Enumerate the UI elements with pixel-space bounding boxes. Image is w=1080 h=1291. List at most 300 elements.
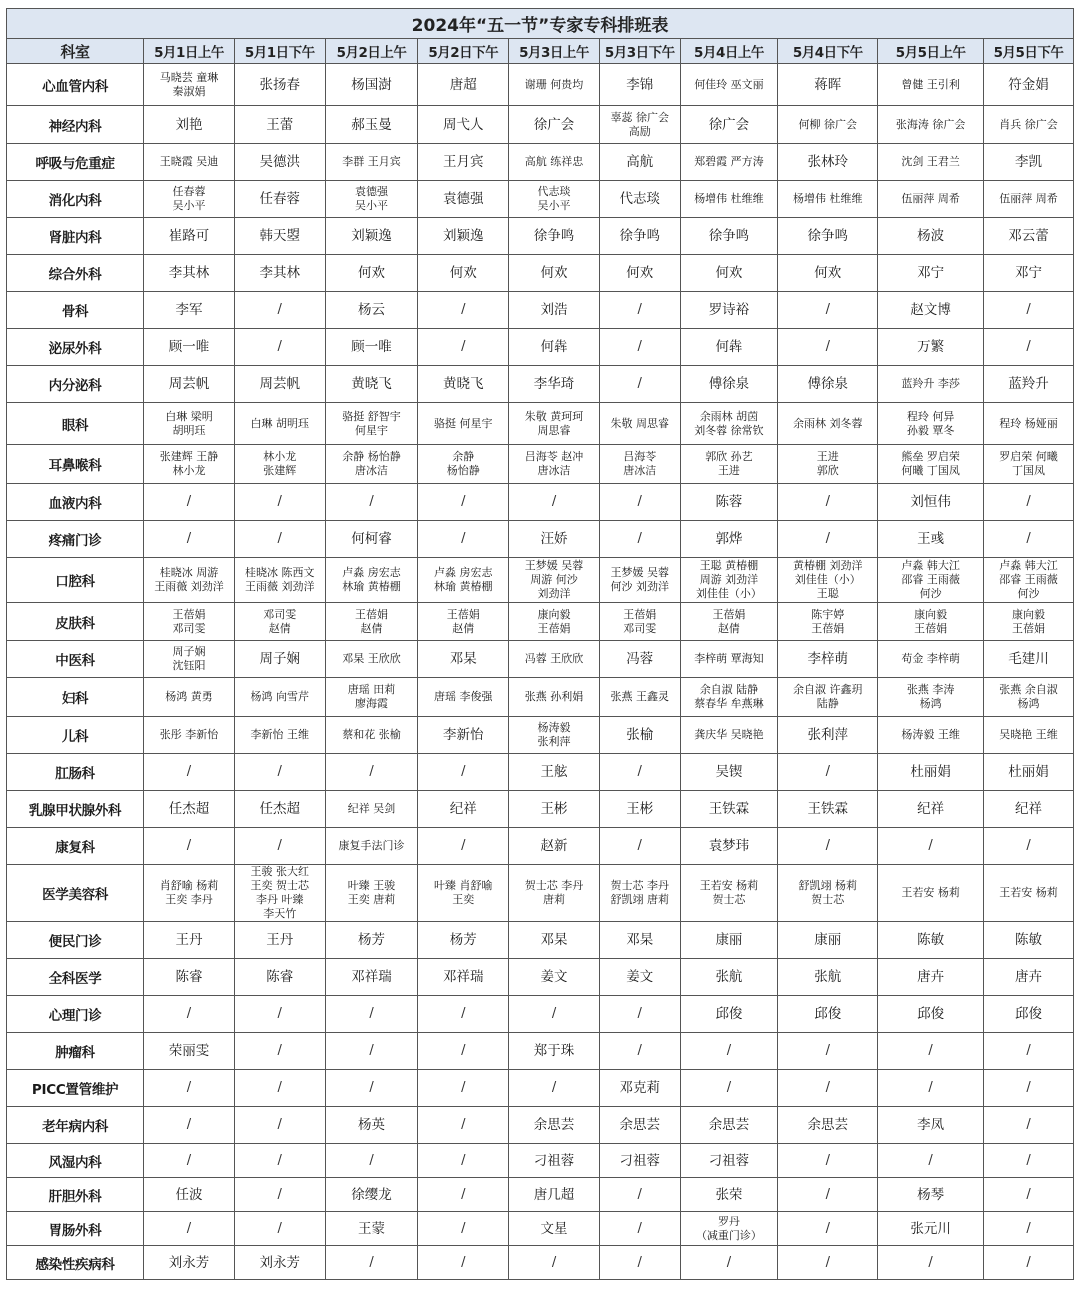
schedule-cell [778,1144,878,1178]
schedule-cell [599,558,680,603]
schedule-cell [878,1178,984,1212]
doctor-names: 邓司雯 [263,607,297,621]
schedule-cell [144,1144,235,1178]
doctor-names: 蓝羚升 [1008,376,1049,392]
dept-name: 风湿内科 [7,1144,144,1178]
doctor-names: 白琳 梁明 [165,409,213,423]
schedule-cell [144,996,235,1033]
schedule-cell [984,403,1074,445]
schedule-cell [234,106,325,144]
doctor-names: / [186,838,192,853]
schedule-cell [878,521,984,558]
schedule-cell [778,144,878,181]
doctor-names: 纪祥 [449,801,477,817]
dept-name: 皮肤科 [7,603,144,641]
schedule-cell [234,828,325,865]
schedule-cell [984,754,1074,791]
schedule-cell [984,1033,1074,1070]
header-slot: 5月5日上午 [878,39,984,64]
doctor-names: 王铁霖 [708,801,750,817]
schedule-cell [234,1033,325,1070]
doctor-names: 王奕 唐莉 [347,893,396,906]
doctor-names: / [277,1186,282,1202]
doctor-names: 杜丽娟 [910,764,951,780]
doctor-names: 黄椿棚 刘劲洋 [793,559,863,572]
schedule-cell [144,865,235,922]
dept-name: 综合外科 [7,255,144,292]
schedule-cell [878,603,984,641]
schedule-cell [680,144,778,181]
doctor-names: 文星 [540,1220,568,1237]
schedule-cell [599,218,680,255]
schedule-container [6,8,1074,1280]
doctor-names: / [461,838,466,853]
schedule-cell [599,678,680,717]
doctor-names: 杨波 [917,228,945,244]
schedule-cell [144,484,235,521]
doctor-names: 李梓萌 覃海知 [694,652,764,665]
schedule-cell [418,996,509,1033]
doctor-names: 刘颖逸 [351,228,392,244]
schedule-cell [325,828,418,865]
doctor-names: 周子娴 [172,645,206,658]
table-row [7,521,1074,558]
doctor-names: 黄晓飞 [443,376,484,392]
schedule-cell [878,218,984,255]
doctor-names: 郑于珠 [533,1043,575,1059]
doctor-names: 王若安 杨莉 [999,886,1058,899]
schedule-cell [325,754,418,791]
schedule-cell [509,403,600,445]
doctor-names: 王彬 [540,801,568,817]
schedule-cell [234,484,325,521]
doctor-names: 唐瑶 田莉 [347,683,396,696]
doctor-names: 王进 [717,464,740,477]
schedule-cell [878,754,984,791]
doctor-names: 韩天曌 [259,228,300,244]
doctor-names: 吕海苓 [623,450,657,463]
doctor-names: 杨鸿 向雪芹 [250,690,309,703]
schedule-cell [878,996,984,1033]
doctor-names: / [726,1254,732,1270]
doctor-names: 郭欣 孙艺 [705,450,753,463]
doctor-names: 王蓓娟 [811,621,845,635]
doctor-names: 纪祥 [1015,801,1043,817]
schedule-cell [418,64,509,106]
doctor-names: / [637,531,642,546]
schedule-cell [599,329,680,366]
schedule-cell [680,218,778,255]
schedule-cell [509,1070,600,1107]
schedule-cell [509,1107,600,1144]
doctor-names: / [1026,1117,1031,1132]
table-row [7,329,1074,366]
schedule-cell [878,865,984,922]
dept-name: 口腔科 [7,558,144,603]
doctor-names: 吴德洪 [259,154,300,170]
schedule-cell [878,366,984,403]
doctor-names: / [277,1006,282,1021]
schedule-cell [878,828,984,865]
schedule-cell [599,828,680,865]
schedule-cell [418,558,509,603]
doctor-names: 蔡和花 张榆 [342,728,401,741]
schedule-cell [599,181,680,218]
schedule-cell [325,959,418,996]
schedule-cell [418,1107,509,1144]
schedule-cell [778,445,878,484]
title-row [7,9,1074,39]
schedule-cell [325,791,418,828]
doctor-names: 何星宇 [355,423,388,437]
doctor-names: 杨琴 [917,1186,945,1203]
doctor-names: 蒋晖 [814,76,842,93]
doctor-names: / [726,1080,732,1095]
doctor-names: 王蓓娟 [172,607,206,621]
table-row [7,558,1074,603]
schedule-cell [984,329,1074,366]
schedule-cell [234,64,325,106]
schedule-cell [509,292,600,329]
doctor-names: / [186,1220,192,1236]
doctor-names: 张海涛 徐广会 [895,117,966,131]
doctor-names: 王晓霞 吴迪 [159,155,219,168]
schedule-cell [234,1178,325,1212]
schedule-cell [680,1144,778,1178]
schedule-cell [144,791,235,828]
schedule-cell [325,558,418,603]
doctor-names: 汪娇 [540,531,568,547]
schedule-cell [325,292,418,329]
doctor-names: 任波 [175,1186,203,1203]
doctor-names: / [461,1220,466,1236]
doctor-names: 邱俊 [1015,1006,1043,1022]
doctor-names: / [369,1080,374,1095]
dept-name: 泌尿外科 [7,329,144,366]
doctor-names: 吴小平 [537,199,571,212]
schedule-cell [878,64,984,106]
doctor-names: 袁梦玮 [708,838,750,854]
doctor-names: 张建辉 王静 [159,450,219,463]
schedule-cell [144,521,235,558]
schedule-cell [234,255,325,292]
schedule-cell [778,521,878,558]
doctor-names: 陈敏 [1015,932,1043,948]
schedule-cell [325,717,418,754]
schedule-cell [984,828,1074,865]
schedule-cell [878,1144,984,1178]
schedule-cell [680,64,778,106]
schedule-cell [234,1212,325,1246]
header-slot: 5月1日下午 [234,39,325,64]
header-slot: 5月5日下午 [984,39,1074,64]
schedule-cell [509,1178,600,1212]
doctor-names: 肖兵 徐广会 [999,117,1058,131]
doctor-names: 王蓓娟 [914,621,948,635]
doctor-names: 卢淼 房宏志 [434,566,493,579]
doctor-names: 张荣 [715,1186,743,1203]
doctor-names: 何沙 [919,587,942,600]
schedule-cell [984,1107,1074,1144]
table-row [7,366,1074,403]
doctor-names: 肖舒喻 杨莉 [159,879,219,892]
schedule-cell [144,717,235,754]
table-row [7,403,1074,445]
schedule-cell [680,106,778,144]
doctor-names: 罗启荣 何曦 [999,450,1058,463]
table-row [7,181,1074,218]
doctor-names: 康复手法门诊 [338,839,405,852]
doctor-names: 李群 王月宾 [342,155,401,168]
doctor-names: 赵文博 [910,302,951,318]
dept-name: 肛肠科 [7,754,144,791]
schedule-cell [778,959,878,996]
doctor-names: 王丹 [266,932,294,948]
doctor-names: / [637,494,642,509]
table-row [7,445,1074,484]
schedule-cell [234,558,325,603]
doctor-names: （减重门诊） [695,1228,762,1242]
doctor-names: / [186,764,192,779]
schedule-cell [984,484,1074,521]
doctor-names: 王聪 黄椿棚 [699,559,759,572]
doctor-names: 姜文 [540,969,568,985]
schedule-cell [144,922,235,959]
doctor-names: 杨英 [358,1117,385,1133]
schedule-cell [878,445,984,484]
doctor-names: / [551,1080,557,1095]
doctor-names: 陈敏 [917,932,945,948]
schedule-cell [234,1107,325,1144]
table-row [7,865,1074,922]
schedule-cell [234,922,325,959]
schedule-cell [984,181,1074,218]
doctor-names: / [637,1254,642,1270]
doctor-names: 黄晓飞 [351,376,392,392]
schedule-cell [599,641,680,678]
schedule-cell [144,106,235,144]
doctor-names: 冯蓉 王欣欣 [524,652,584,665]
schedule-cell [778,366,878,403]
doctor-names: 王奕 李丹 [165,893,213,906]
doctor-names: 杨增伟 杜维维 [793,192,863,205]
schedule-cell [509,603,600,641]
schedule-cell [509,255,600,292]
header-row [7,39,1074,64]
doctor-names: / [461,1080,466,1095]
schedule-cell [509,922,600,959]
schedule-cell [599,1246,680,1280]
schedule-cell [144,218,235,255]
doctor-names: 杨增伟 杜维维 [694,192,764,205]
doctor-names: 余思芸 [619,1117,660,1133]
doctor-names: 余思芸 [708,1117,750,1133]
header-slot: 5月3日上午 [509,39,600,64]
doctor-names: / [726,1043,732,1058]
schedule-cell [984,717,1074,754]
doctor-names: 刘劲洋 [537,587,571,600]
schedule-cell [599,255,680,292]
dept-name: 康复科 [7,828,144,865]
doctor-names: 邓司雯 [623,621,657,635]
doctor-names: 杨怡静 [446,464,480,477]
doctor-names: 蔡春华 牟燕琳 [694,697,764,710]
schedule-cell [234,181,325,218]
doctor-names: 顾一唯 [168,339,210,355]
doctor-names: 吕海苓 赵冲 [524,450,584,463]
doctor-names: 徐广会 [533,116,575,133]
schedule-cell [234,329,325,366]
doctor-names: 康向毅 [1012,607,1046,621]
doctor-names: 何欢 [449,265,477,281]
schedule-cell [144,366,235,403]
dept-name: 肿瘤科 [7,1033,144,1070]
schedule-cell [144,1107,235,1144]
doctor-names: 杨鸿 [919,697,942,710]
schedule-cell [418,754,509,791]
schedule-cell [144,1033,235,1070]
dept-name: 心理门诊 [7,996,144,1033]
doctor-names: / [1026,494,1031,509]
doctor-names: 程玲 杨娅丽 [999,416,1058,430]
schedule-cell [680,1107,778,1144]
doctor-names: / [277,1220,282,1236]
doctor-names: 卢淼 房宏志 [342,566,401,579]
doctor-names: 代志琰 [619,191,660,207]
schedule-cell [325,996,418,1033]
table-row [7,754,1074,791]
header-slot: 5月4日下午 [778,39,878,64]
doctor-names: 毛建川 [1008,651,1049,667]
doctor-names: 孙毅 覃冬 [906,423,955,437]
dept-name: 儿科 [7,717,144,754]
schedule-cell [984,218,1074,255]
schedule-cell [878,1033,984,1070]
doctor-names: 贺士芯 李丹 [610,879,669,892]
schedule-cell [509,641,600,678]
schedule-cell [234,218,325,255]
doctor-names: 张利萍 [807,727,848,743]
doctor-names: 何欢 [626,265,654,281]
doctor-names: 贺士芯 [712,893,746,906]
table-row [7,1070,1074,1107]
schedule-cell [325,106,418,144]
schedule-cell [878,144,984,181]
schedule-cell [984,64,1074,106]
schedule-cell [509,996,600,1033]
schedule-cell [984,996,1074,1033]
doctor-names: 刘永芳 [259,1254,300,1271]
doctor-names: 王雨薇 刘劲洋 [245,580,315,593]
schedule-cell [599,484,680,521]
doctor-names: 纪祥 吴剑 [347,802,396,815]
doctor-names: 王蓓娟 [355,607,388,621]
doctor-names: 王蓓娟 [712,607,746,621]
doctor-names: 邓云蕾 [1008,228,1049,244]
schedule-cell [680,329,778,366]
doctor-names: 贺士芯 李丹 [524,879,584,892]
schedule-cell [509,484,600,521]
schedule-cell [418,959,509,996]
doctor-names: / [461,302,466,317]
schedule-cell [144,558,235,603]
doctor-names: / [825,1043,830,1058]
doctor-names: / [277,764,282,779]
doctor-names: 康向毅 [914,607,948,621]
schedule-cell [144,445,235,484]
doctor-names: 徐争鸣 [619,228,660,244]
doctor-names: 王蓓娟 [623,607,657,621]
schedule-cell [680,1033,778,1070]
doctor-names: 张扬春 [259,76,300,93]
schedule-cell [418,292,509,329]
doctor-names: 周游 刘劲洋 [699,573,759,586]
doctor-names: 王蕾 [266,116,294,133]
schedule-cell [509,329,600,366]
doctor-names: 余思芸 [533,1117,575,1133]
schedule-cell [144,181,235,218]
schedule-cell [509,1033,600,1070]
schedule-cell [680,255,778,292]
doctor-names: / [461,1117,466,1132]
schedule-cell [599,1212,680,1246]
doctor-names: / [637,302,642,317]
schedule-cell [509,144,600,181]
dept-name: 全科医学 [7,959,144,996]
doctor-names: 刘佳佳（小） [794,573,861,586]
schedule-cell [599,292,680,329]
schedule-cell [680,484,778,521]
doctor-names: 舒凯翊 唐莉 [610,893,669,906]
doctor-names: 杨涛毅 王维 [901,728,960,741]
doctor-names: 王雨薇 刘劲洋 [154,580,224,593]
doctor-names: 周弋人 [443,116,484,133]
doctor-names: 赵倩 [717,621,740,635]
schedule-cell [325,1107,418,1144]
doctor-names: 顾一唯 [351,339,392,355]
table-row [7,603,1074,641]
doctor-names: 李梓萌 [807,651,848,667]
doctor-names: / [825,1080,830,1095]
schedule-cell [778,865,878,922]
doctor-names: / [369,1254,374,1270]
doctor-names: 邓克莉 [619,1080,660,1096]
schedule-cell [325,329,418,366]
schedule-cell [325,678,418,717]
doctor-names: 沈剑 王君兰 [901,155,960,168]
doctor-names: 邱俊 [715,1006,743,1022]
schedule-cell [234,144,325,181]
schedule-cell [599,403,680,445]
schedule-cell [680,828,778,865]
doctor-names: 王若安 杨莉 [699,879,759,892]
schedule-cell [599,959,680,996]
schedule-cell [878,329,984,366]
header-slot: 5月2日下午 [418,39,509,64]
header-slot: 5月3日下午 [599,39,680,64]
doctor-names: 王进 [816,450,839,463]
doctor-names: 康向毅 [537,607,571,621]
schedule-cell [599,922,680,959]
doctor-names: 徐争鸣 [533,228,575,244]
schedule-cell [418,366,509,403]
table-row [7,484,1074,521]
schedule-cell [778,218,878,255]
schedule-cell [680,922,778,959]
doctor-names: 杨鸿 黄勇 [165,690,213,703]
doctor-names: 刁祖蓉 [708,1152,750,1169]
doctor-names: / [928,1254,933,1270]
